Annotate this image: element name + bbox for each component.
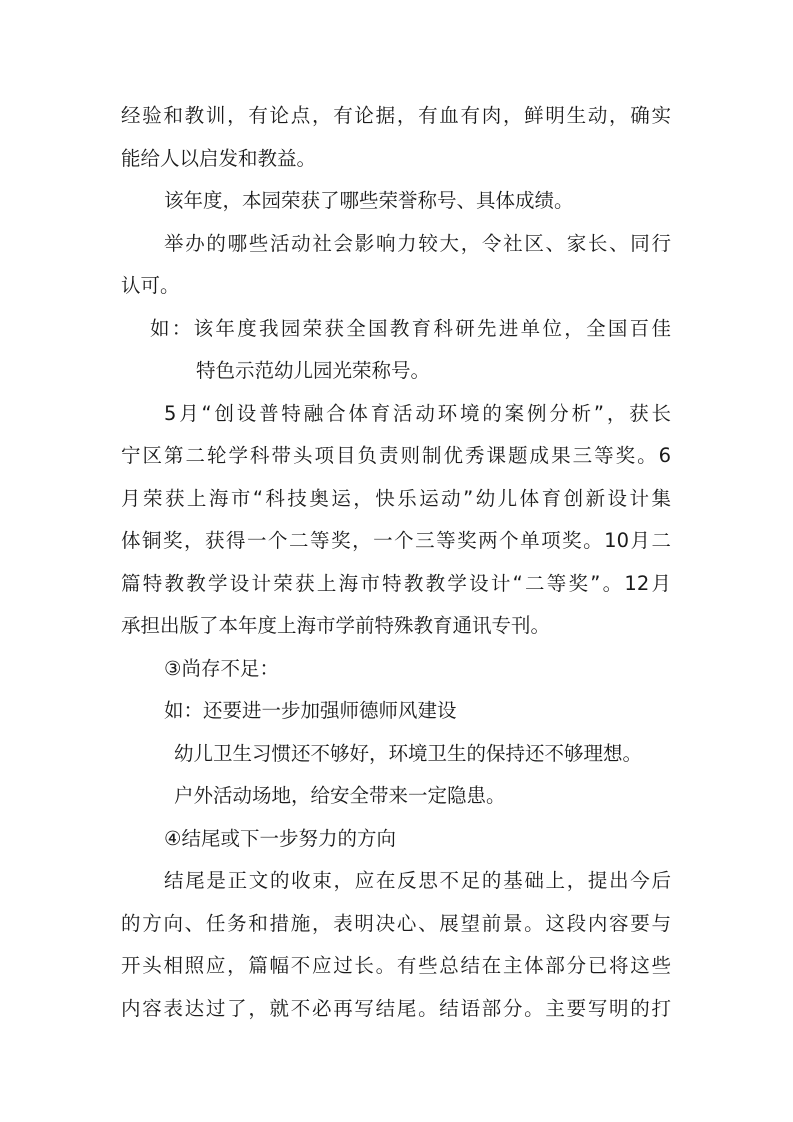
text-line: 的方向、任务和措施，表明决心、展望前景。这段内容要与	[121, 912, 671, 935]
text-line: 特色示范幼儿园光荣称号。	[196, 359, 431, 382]
text-line: 户外活动场地，给安全带来一定隐患。	[174, 784, 506, 807]
text-line: 月荣获上海市“科技奥运，快乐运动”幼儿体育创新设计集	[121, 487, 671, 510]
text-line: 篇特教教学设计荣获上海市特教教学设计“二等奖”。12月	[121, 572, 671, 595]
text-line: 宁区第二轮学科带头项目负责则制优秀课题成果三等奖。6	[121, 444, 671, 467]
text-line: 结尾是正文的收束，应在反思不足的基础上，提出今后	[164, 869, 671, 892]
text-line: 能给人以启发和教益。	[121, 147, 317, 170]
text-line: 举办的哪些活动社会影响力较大，令社区、家长、同行	[164, 232, 671, 255]
text-line: 体铜奖，获得一个二等奖，一个三等奖两个单项奖。10月二	[121, 529, 671, 552]
text-line: 认可。	[121, 274, 180, 297]
text-line: ④结尾或下一步努力的方向	[164, 827, 396, 850]
text-line: 5月“创设普特融合体育活动环境的案例分析”，获长	[164, 402, 671, 425]
text-line: 承担出版了本年度上海市学前特殊教育通讯专刊。	[121, 614, 551, 637]
text-line: 内容表达过了，就不必再写结尾。结语部分。主要写明的打	[121, 997, 671, 1020]
text-line: 如：还要进一步加强师德师风建设	[164, 699, 457, 722]
text-line: ③尚存不足：	[164, 657, 279, 680]
text-line: 经验和教训，有论点，有论据，有血有肉，鲜明生动，确实	[121, 104, 671, 127]
text-line: 开头相照应，篇幅不应过长。有些总结在主体部分已将这些	[121, 954, 671, 977]
text-line: 如：该年度我园荣获全国教育科研先进单位，全国百佳	[150, 317, 671, 340]
text-line: 幼儿卫生习惯还不够好，环境卫生的保持还不够理想。	[174, 742, 643, 765]
text-line: 该年度，本园荣获了哪些荣誉称号、具体成绩。	[164, 189, 574, 212]
